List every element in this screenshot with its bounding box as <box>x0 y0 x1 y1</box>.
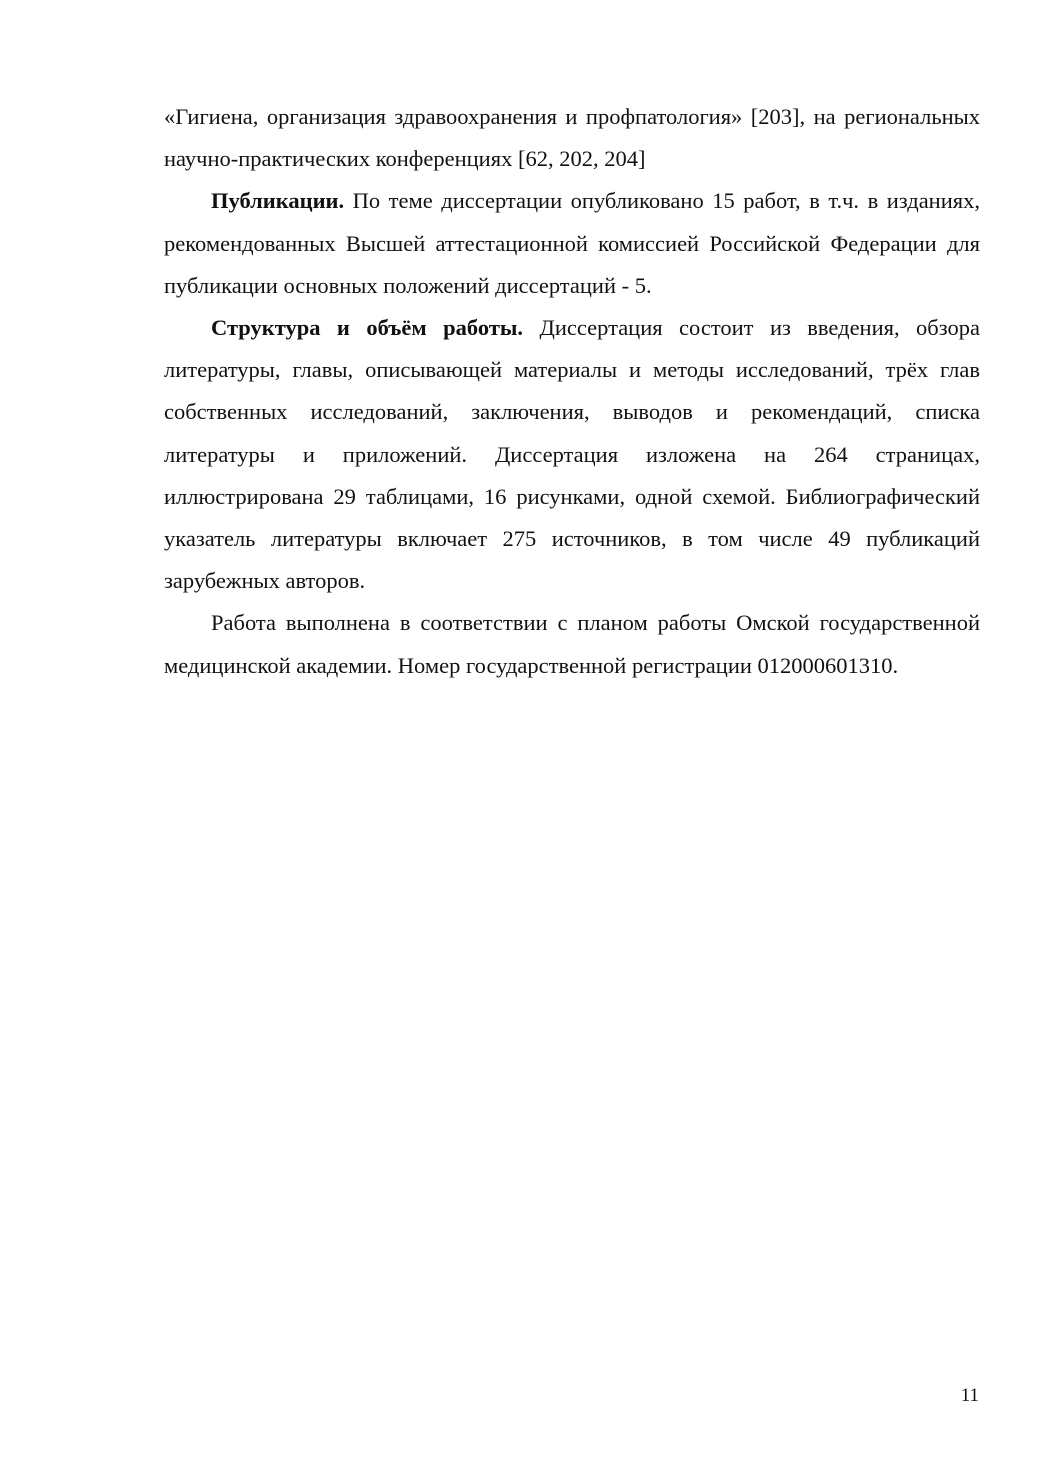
paragraph-structure <box>164 307 980 602</box>
paragraph-text: «Гигиена, организация здравоохранения и профпатология» [203], на региональных научно-практических конференциях [62, 202, 204] <box>164 104 980 172</box>
paragraph-text: По теме диссертации опубликовано 15 работ, в т.ч. в изданиях, рекомендованных Высшей аттестационной комиссией Российской Федерации для публикации основных положений диссертаций - 5. <box>164 188 980 298</box>
page-number: 11 <box>960 1385 979 1406</box>
paragraph-publications <box>164 180 980 307</box>
paragraph-text: Работа выполнена в соответствии с планом работы Омской государственной медицинской академии. Номер государственной регистрации 012000601310. <box>164 610 980 678</box>
paragraph-text: Диссертация состоит из введения, обзора литературы, главы, описывающей материалы и методы исследований, трёх глав собственных исследований, заключения, выводов и рекомендаций, списка литературы и приложений. Диссертация изложена на 264 страницах, иллюстрирована 29 таблицами, 16 рисунками, одной схемой. Библиографический указатель литературы включает 275 источников, в том числе 49 публикаций зарубежных авторов. <box>164 315 980 594</box>
paragraph-conferences <box>164 96 980 180</box>
document-body <box>164 96 980 687</box>
paragraph-heading-publications: Публикации. <box>211 188 345 214</box>
paragraph-heading-structure: Структура и объём работы. <box>211 315 524 341</box>
paragraph-registration <box>164 602 980 686</box>
